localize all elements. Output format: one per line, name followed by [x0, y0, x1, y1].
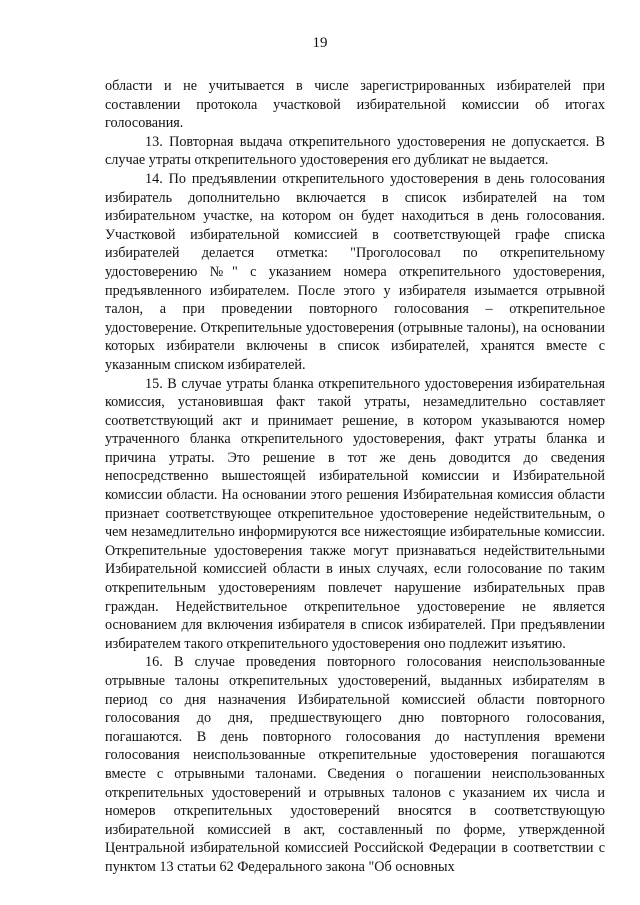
paragraph-continuation: области и не учитывается в числе зарегистрированных избирателей при составлении протокола участковой избирательной комиссии об итогах голосования.: [105, 78, 605, 132]
page-number: 19: [312, 35, 328, 51]
document-body: [105, 77, 605, 877]
paragraph-15: 15. В случае утраты бланка открепительного удостоверения избирательная комиссия, установившая факт такой утраты, незамедлительно составляет соответствующий акт и принимает решение, в котором указываются номер утраченного бланка открепительного удостоверения, факт утраты бланка и причина утраты. Это решение в тот же день доводится до сведения непосредственно вышестоящей избирательной комиссии и Избирательной комиссии области. На основании этого решения Избирательная комиссия области признает соответствующее открепительное удостоверение недействительным, о чем незамедлительно информируются все нижестоящие избирательные комиссии. Открепительные удостоверения также могут признаваться недействительными Избирательной комиссией области в иных случаях, если голосование по таким открепительным удостоверениям повлечет нарушение избирательных прав граждан. Недействительное открепительное удостоверение не является основанием для включения избирателя в список избирателей. При предъявлении избирателем такого открепительного удостоверения оно подлежит изъятию.: [105, 375, 605, 652]
paragraph-16: 16. В случае проведения повторного голосования неиспользованные отрывные талоны открепительных удостоверений, выданных избирателям в период со дня назначения Избирательной комиссией области повторного голосования до дня, предшествующего дню повторного голосования, погашаются. В день повторного голосования до наступления времени голосования неиспользованные открепительные удостоверения погашаются вместе с отрывными талонами. Сведения о погашении неиспользованных открепительных удостоверений и отрывных талонов с указанием их числа и номеров открепительных удостоверений вносятся в соответствующую избирательной комиссией в акт, составленный по форме, утвержденной Центральной избирательной комиссией Российской Федерации в соответствии с пунктом 13 статьи 62 Федерального закона "Об основных: [105, 654, 605, 875]
paragraph-13: 13. Повторная выдача открепительного удостоверения не допускается. В случае утраты открепительного удостоверения его дубликат не выдается.: [105, 133, 605, 169]
paragraph-14: 14. По предъявлении открепительного удостоверения в день голосования избиратель дополнительно включается в список избирателей на том избирательном участке, на котором он будет находиться в день голосования. Участковой избирательной комиссией в соответствующей графе списка избирателей делается отметка: "Проголосовал по открепительному удостоверению №" с указанием номера открепительного удостоверения, предъявленного избирателем. После этого у избирателя изымается отрывной талон, а при проведении повторного голосования – открепительное удостоверение. Открепительные удостоверения (отрывные талоны), на основании которых избиратели включены в список избирателей, хранятся вместе с указанным списком избирателей.: [105, 170, 605, 373]
